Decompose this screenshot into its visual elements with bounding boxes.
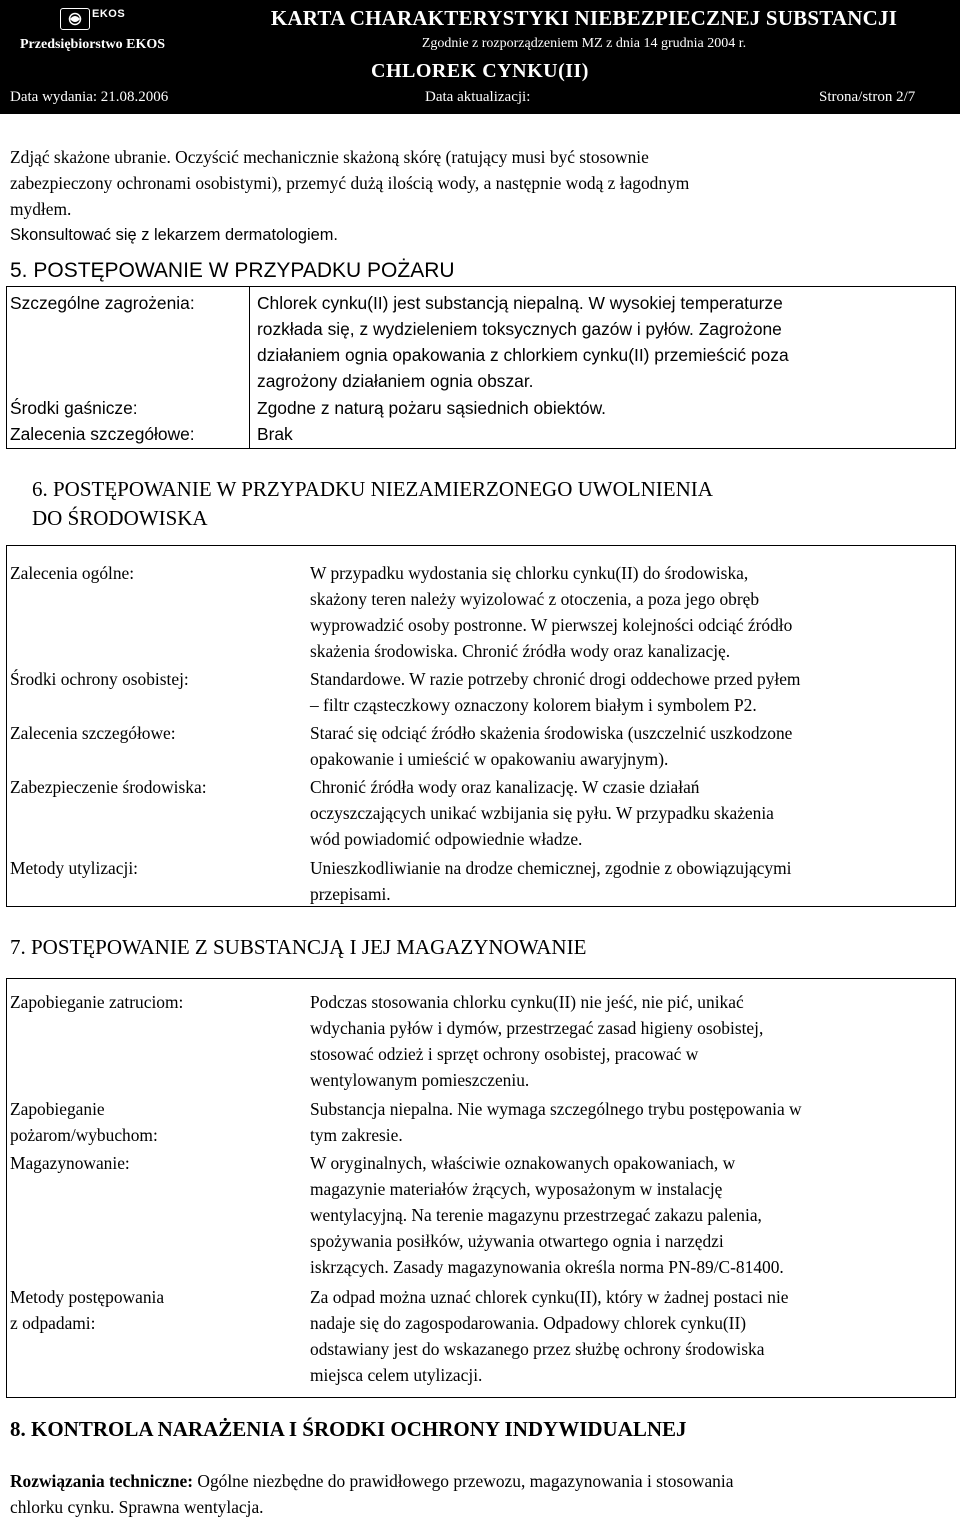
- document-title: KARTA CHARAKTERYSTYKI NIEBEZPIECZNEJ SUBSTANCJI: [270, 6, 898, 30]
- s6-label-environment: Zabezpieczenie środowiska:: [10, 777, 207, 797]
- s7-value-line: Za odpad można uznać chlorek cynku(II), który w żadnej postaci nie: [310, 1287, 789, 1307]
- s6-value-line: Starać się odciąć źródło skażenia środowiska (uszczelnić uszkodzone: [310, 723, 793, 743]
- s5-label-extinguishing: Środki gaśnicze:: [10, 398, 138, 418]
- s8-value-technical: Ogólne niezbędne do prawidłowego przewozu, magazynowania i stosowania: [193, 1471, 734, 1491]
- s6-label-disposal: Metody utylizacji:: [10, 858, 138, 878]
- s7-label-fire-prevention: Zapobieganie: [10, 1099, 105, 1119]
- s5-value-line: zagrożony działaniem ognia obszar.: [257, 371, 534, 391]
- section-7-heading: 7. POSTĘPOWANIE Z SUBSTANCJĄ I JEJ MAGAZYNOWANIE: [10, 935, 587, 959]
- s7-value-line: wentylowanym pomieszczeniu.: [310, 1070, 530, 1090]
- s6-value-line: wód powiadomić odpowiednie władze.: [310, 829, 583, 849]
- meta-bar: [0, 84, 960, 114]
- regulation-subtitle: Zgodnie z rozporządzeniem MZ z dnia 14 grudnia 2004 r.: [421, 36, 747, 51]
- s7-label-poisoning: Zapobieganie zatruciom:: [10, 992, 184, 1012]
- update-date: Data aktualizacji:: [425, 89, 531, 105]
- s6-value-line: opakowanie i umieścić w opakowaniu awaryjnym).: [310, 749, 669, 769]
- s5-label-hazards: Szczególne zagrożenia:: [10, 293, 195, 313]
- s6-value-line: przepisami.: [310, 884, 391, 904]
- s7-value-line: stosować odzież i sprzęt ochrony osobistej, pracować w: [310, 1044, 699, 1064]
- s6-label-general: Zalecenia ogólne:: [10, 563, 135, 583]
- logo-text: EKOS: [92, 8, 126, 20]
- section-6-heading: 6. POSTĘPOWANIE W PRZYPADKU NIEZAMIERZONEGO UWOLNIENIA: [32, 477, 713, 501]
- s7-value-line: Substancja niepalna. Nie wymaga szczególnego trybu postępowania w: [310, 1099, 802, 1119]
- s5-value-line: działaniem ognia opakowania z chlorkiem cynku(II) przemieścić poza: [257, 345, 789, 365]
- s6-label-personal-protection: Środki ochrony osobistej:: [10, 669, 189, 689]
- section-6-heading-cont: DO ŚRODOWISKA: [32, 506, 208, 530]
- s7-value-line: wentylacyjną. Na terenie magazynu przestrzegać zakazu palenia,: [310, 1205, 762, 1225]
- s8-technical-line: [10, 1468, 950, 1494]
- s6-value-line: W przypadku wydostania się chlorku cynku(II) do środowiska,: [310, 563, 749, 583]
- s6-label-detailed: Zalecenia szczegółowe:: [10, 723, 176, 743]
- intro-line: Skonsultować się z lekarzem dermatologiem.: [10, 226, 338, 244]
- s6-value-line: Chronić źródła wody oraz kanalizację. W czasie działań: [310, 777, 700, 797]
- s6-value-line: – filtr cząsteczkowy oznaczony kolorem białym i symbolem P2.: [310, 695, 757, 715]
- s5-value-line: rozkłada się, z wydzieleniem toksycznych gazów i pyłów. Zagrożone: [257, 319, 782, 339]
- section-8-heading: 8. KONTROLA NARAŻENIA I ŚRODKI OCHRONY INDYWIDUALNEJ: [10, 1417, 687, 1441]
- s7-value-line: wdychania pyłów i dymów, przestrzegać zasad higieny osobistej,: [310, 1018, 764, 1038]
- intro-line: mydłem.: [10, 199, 72, 219]
- s6-value-line: skażenia środowiska. Chronić źródła wody oraz kanalizację.: [310, 641, 731, 661]
- s7-value-line: W oryginalnych, właściwie oznakowanych opakowaniach, w: [310, 1153, 736, 1173]
- s7-value-line: spożywania posiłków, używania otwartego ognia i narzędzi: [310, 1231, 724, 1251]
- substance-name: CHLOREK CYNKU(II): [371, 60, 589, 82]
- s8-label-technical: Rozwiązania techniczne:: [10, 1471, 194, 1491]
- s5-value-line: Chlorek cynku(II) jest substancją niepalną. W wysokiej temperaturze: [257, 293, 783, 313]
- s6-value-line: Standardowe. W razie potrzeby chronić drogi oddechowe przed pyłem: [310, 669, 801, 689]
- s7-value-line: magazynie materiałów żrących, wyposażonym w instalację: [310, 1179, 723, 1199]
- page-number: Strona/stron 2/7: [819, 89, 916, 105]
- s5-value-line: Brak: [257, 424, 293, 444]
- s7-label-waste-cont: z odpadami:: [10, 1313, 96, 1333]
- s7-value-line: odstawiany jest do wskazanego przez służbę ochrony środowiska: [310, 1339, 765, 1359]
- s6-value-line: Unieszkodliwianie na drodze chemicznej, zgodnie z obowiązującymi: [310, 858, 792, 878]
- s7-label-fire-prevention-cont: pożarom/wybuchom:: [10, 1125, 158, 1145]
- section-5-heading: 5. POSTĘPOWANIE W PRZYPADKU POŻARU: [10, 259, 455, 282]
- s6-value-line: skażony teren należy wyizolować z otoczenia, a poza jego obręb: [310, 589, 760, 609]
- s6-value-line: oczyszczających unikać wzbijania się pyłu. W przypadku skażenia: [310, 803, 774, 823]
- s7-value-line: iskrzących. Zasady magazynowania określa norma PN-89/C-81400.: [310, 1257, 784, 1277]
- company-name: Przedsiębiorstwo EKOS: [20, 37, 166, 52]
- s7-value-line: miejsca celem utylizacji.: [310, 1365, 483, 1385]
- issue-date: Data wydania: 21.08.2006: [10, 89, 169, 105]
- s5-value-line: Zgodne z naturą pożaru sąsiednich obiektów.: [257, 398, 607, 418]
- intro-line: Zdjąć skażone ubranie. Oczyścić mechanicznie skażoną skórę (ratujący musi być stosownie: [10, 147, 649, 167]
- s7-value-line: nadaje się do zagospodarowania. Odpadowy chlorek cynku(II): [310, 1313, 747, 1333]
- s7-value-line: tym zakresie.: [310, 1125, 403, 1145]
- table-divider: [249, 286, 250, 448]
- document-header: [0, 0, 960, 84]
- s7-label-storage: Magazynowanie:: [10, 1153, 130, 1173]
- s7-value-line: Podczas stosowania chlorku cynku(II) nie jeść, nie pić, unikać: [310, 992, 744, 1012]
- s5-label-recommendations: Zalecenia szczegółowe:: [10, 424, 195, 444]
- s6-value-line: wyprowadzić osoby postronne. W pierwszej kolejności odciąć źródło: [310, 615, 793, 635]
- intro-line: zabezpieczony ochronami osobistymi), przemyć dużą ilością wody, a następnie wodą z łagodnym: [10, 173, 690, 193]
- ekos-emblem-icon: [60, 8, 90, 30]
- s8-value-technical-cont: chlorku cynku. Sprawna wentylacja.: [10, 1497, 264, 1517]
- s7-label-waste: Metody postępowania: [10, 1287, 165, 1307]
